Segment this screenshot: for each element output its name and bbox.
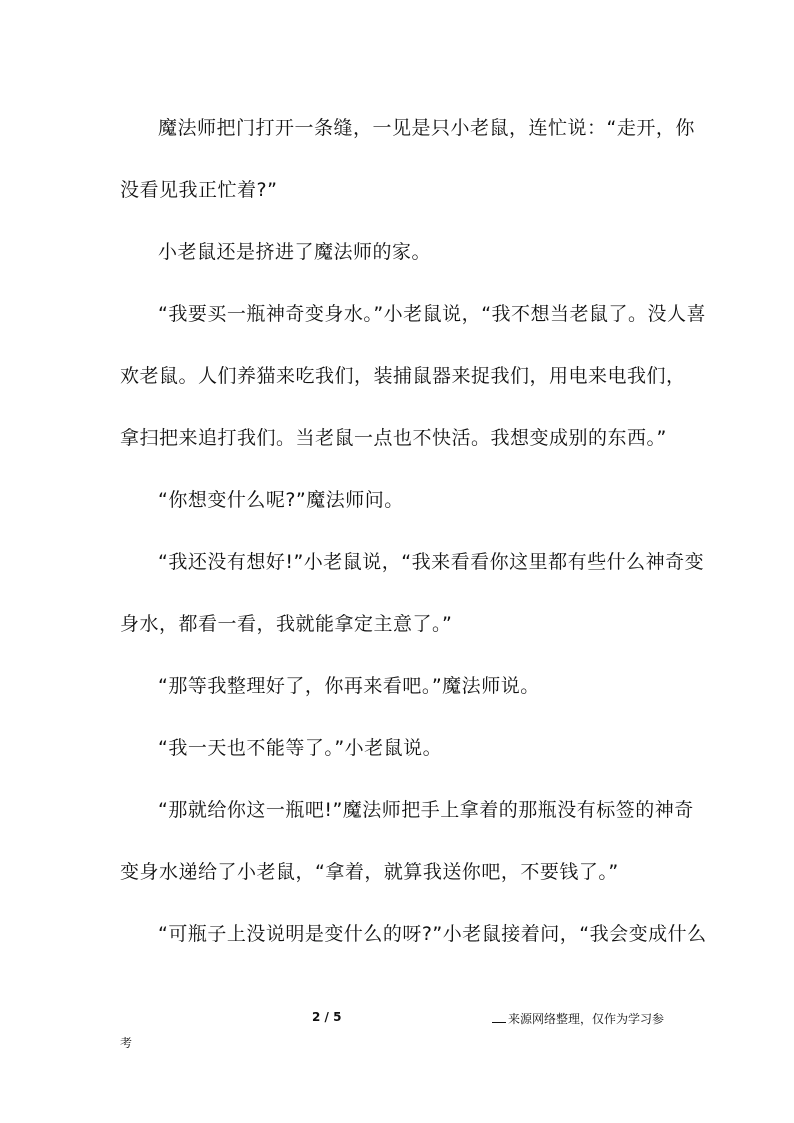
footer-note-text: 来源网络整理，仅作为学习参: [508, 1012, 665, 1026]
footer-rule: [492, 1022, 506, 1023]
page-number: 2 / 5: [312, 1010, 342, 1024]
paragraph-line: 变身水递给了小老鼠，“拿着，就算我送你吧，不要钱了。”: [120, 861, 619, 883]
paragraph-line: 魔法师把门打开一条缝，一见是只小老鼠，连忙说：“走开，你: [158, 117, 695, 139]
paragraph-line: 欢老鼠。人们养猫来吃我们，装捕鼠器来捉我们，用电来电我们，: [120, 365, 686, 387]
paragraph-line: 小老鼠还是挤进了魔法师的家。: [158, 241, 432, 263]
paragraph-line: “可瓶子上没说明是变什么的呀?”小老鼠接着问，“我会变成什么: [158, 923, 707, 945]
paragraph-line: 拿扫把来追打我们。当老鼠一点也不快活。我想变成别的东西。”: [120, 427, 667, 449]
footer-note: [492, 1010, 664, 1027]
paragraph-line: 身水，都看一看，我就能拿定主意了。”: [120, 613, 453, 635]
paragraph-line: “那就给你这一瓶吧!”魔法师把手上拿着的那瓶没有标签的神奇: [158, 799, 694, 821]
paragraph-line: “我一天也不能等了。”小老鼠说。: [158, 737, 443, 759]
paragraph-line: “你想变什么呢?”魔法师问。: [158, 489, 404, 511]
paragraph-line: “那等我整理好了，你再来看吧。”魔法师说。: [158, 675, 540, 697]
paragraph-line: “我要买一瓶神奇变身水。”小老鼠说，“我不想当老鼠了。没人喜: [158, 303, 707, 325]
paragraph-line: “我还没有想好!”小老鼠说，“我来看看你这里都有些什么神奇变: [158, 551, 705, 573]
footer-note-continuation: 考: [120, 1036, 133, 1050]
paragraph-line: 没看见我正忙着?”: [120, 179, 278, 201]
